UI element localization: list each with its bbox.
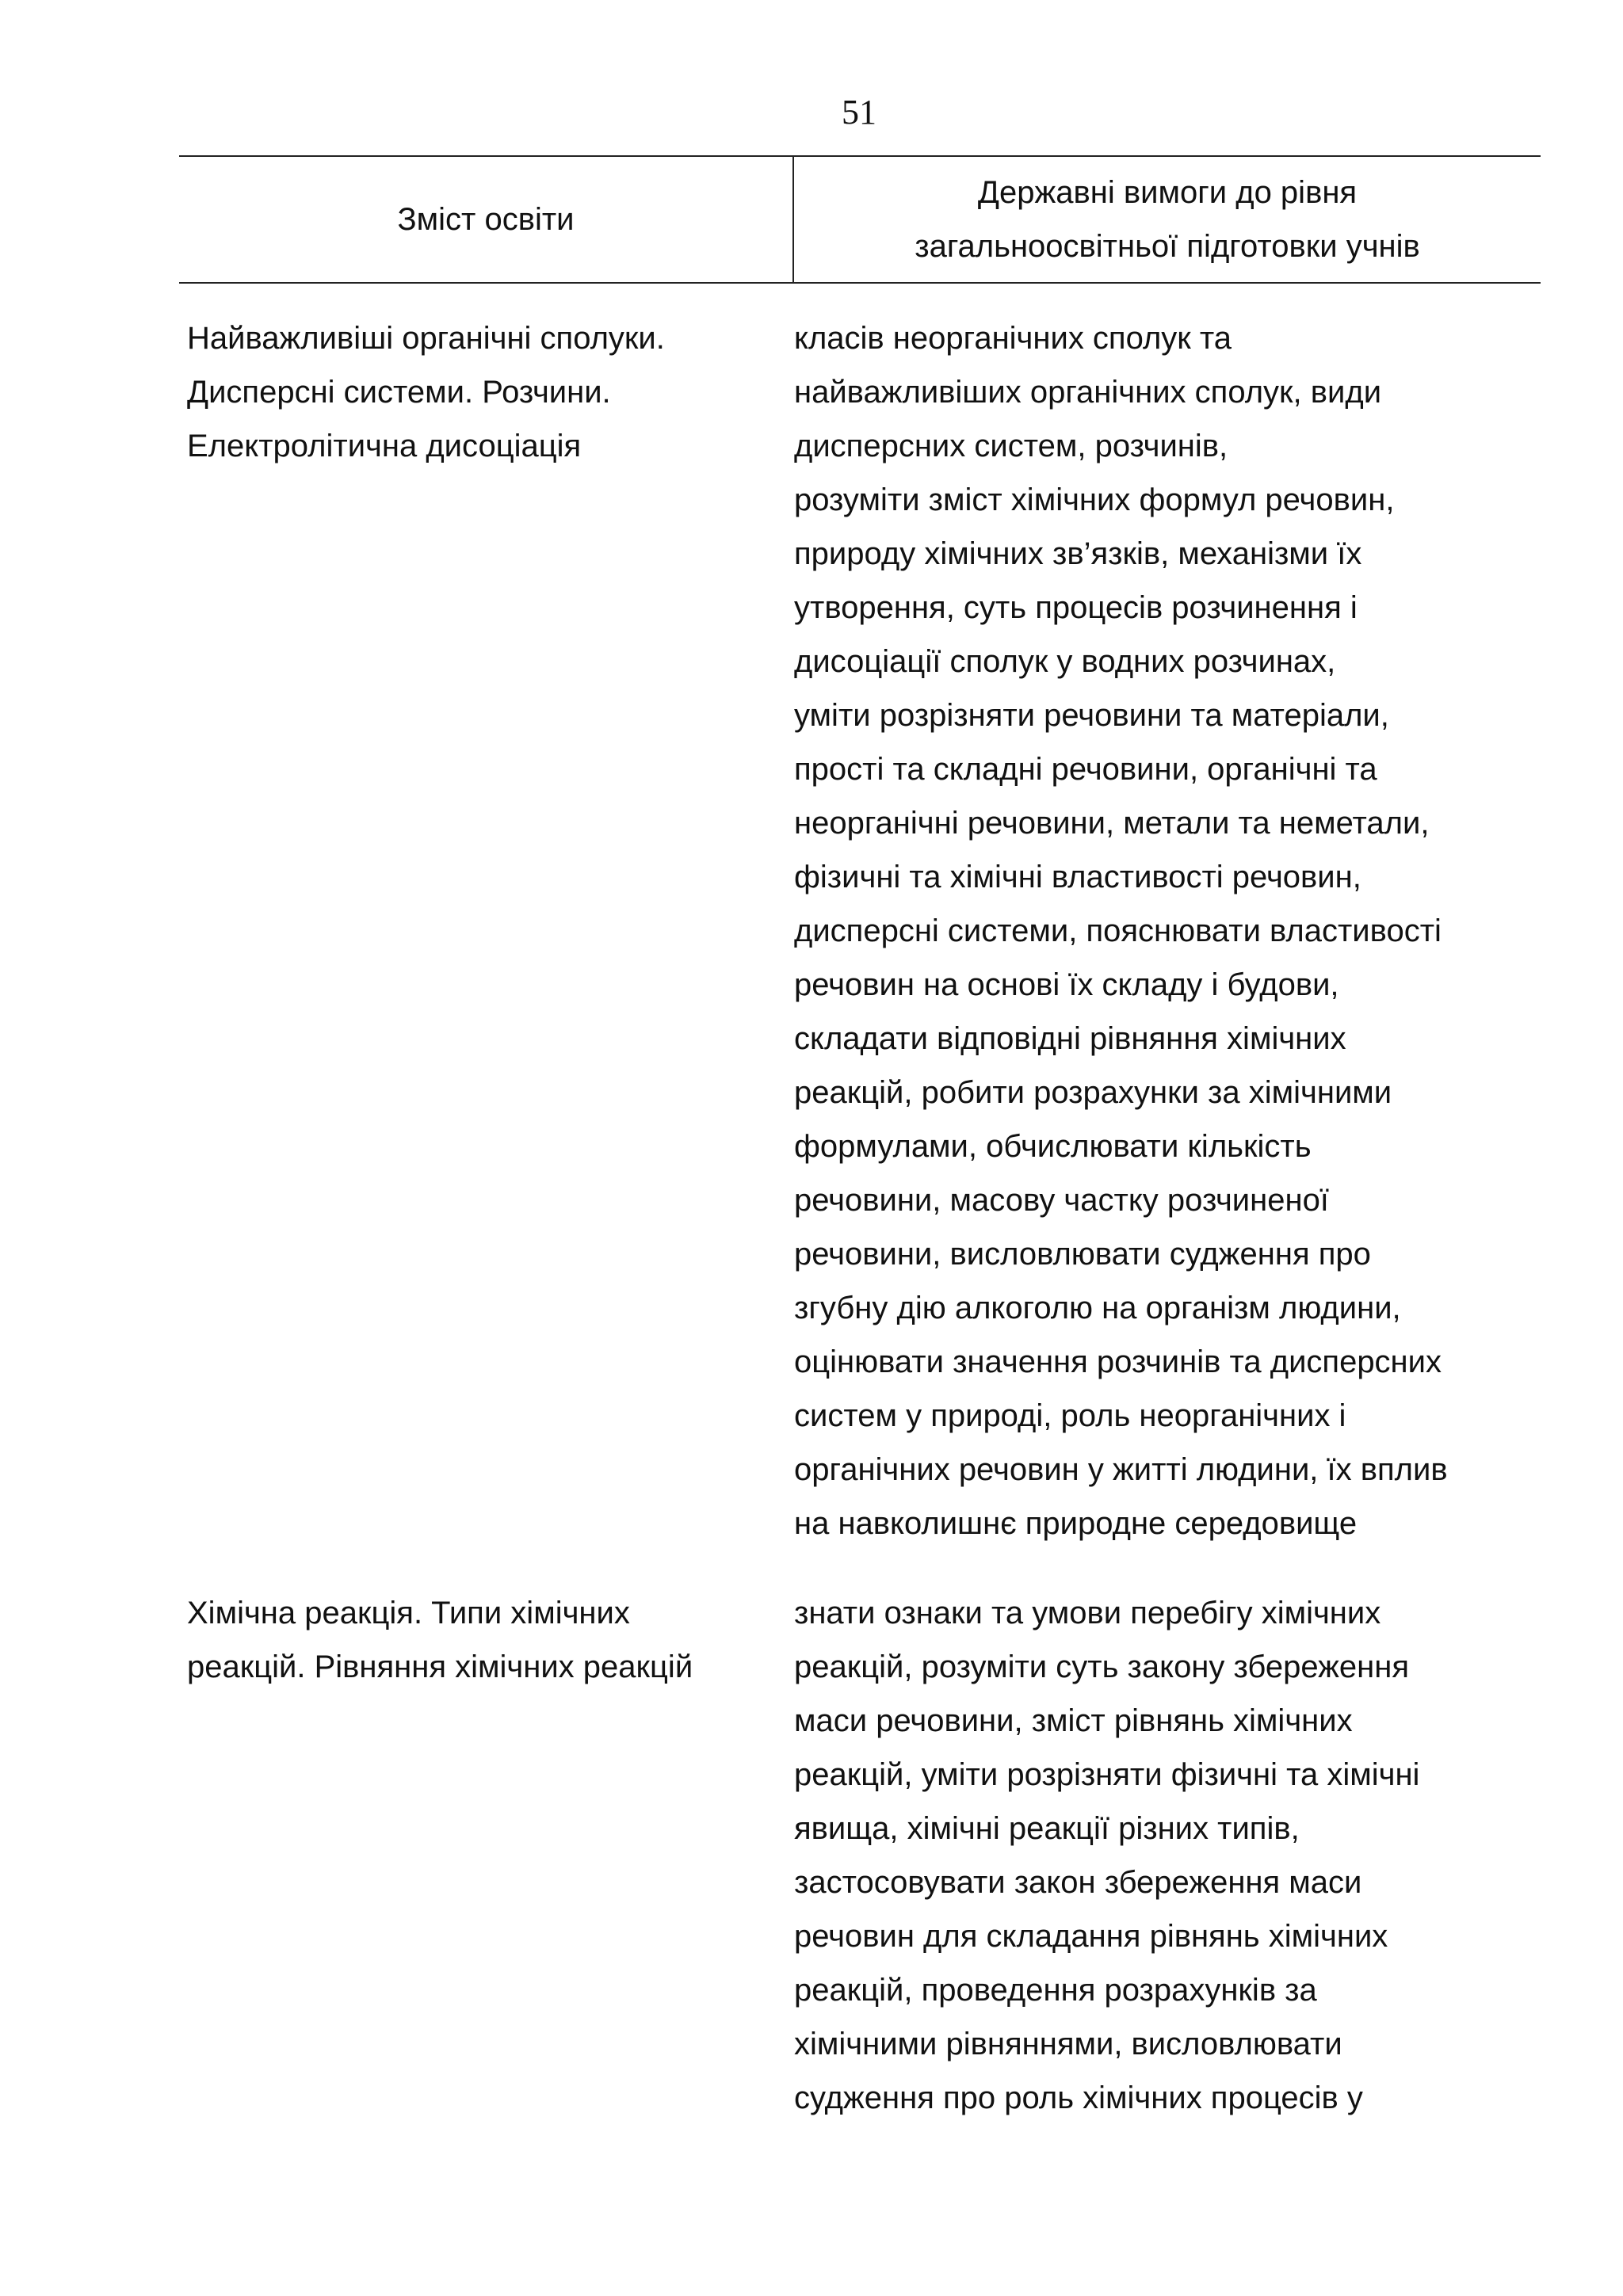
requirement-line: реакцій, розуміти суть закону збереження (794, 1650, 1409, 1684)
header-left-label: Зміст освіти (397, 202, 575, 237)
topic-line: реакцій. Рівняння хімічних реакцій (187, 1650, 693, 1684)
requirement-line: на навколишнє природне середовище (794, 1506, 1358, 1541)
requirement-line: органічних речовин у житті людини, їх вплив (794, 1452, 1448, 1487)
requirement-line: речовин на основі їх складу і будови, (794, 967, 1339, 1002)
requirement-line: фізичні та хімічні властивості речовин, (794, 860, 1361, 894)
requirement-line: згубну дію алкоголю на організм людини, (794, 1291, 1401, 1325)
requirement-line: утворення, суть процесів розчинення і (794, 590, 1358, 625)
requirement-line: систем у природі, роль неорганічних і (794, 1398, 1346, 1433)
requirement-line: формулами, обчислювати кількість (794, 1129, 1312, 1164)
row-requirements-cell (794, 1586, 1541, 2125)
requirement-line: реакцій, уміти розрізняти фізичні та хімічні (794, 1757, 1420, 1792)
requirement-line: класів неорганічних сполук та (794, 321, 1232, 356)
requirement-line: судження про роль хімічних процесів у (794, 2081, 1363, 2115)
requirement-line: знати ознаки та умови перебігу хімічних (794, 1596, 1381, 1630)
topic-line: Електролітична дисоціація (187, 429, 582, 463)
requirement-line: явища, хімічні реакції різних типів, (794, 1811, 1300, 1846)
header-right-text (915, 166, 1420, 273)
header-content-of-education (179, 157, 792, 282)
table-row (179, 311, 1541, 1541)
requirement-line: неорганічні речовини, метали та неметали, (794, 806, 1430, 841)
requirement-line: дисперсні системи, пояснювати властивості (794, 913, 1442, 948)
requirement-line: найважливіших органічних сполук, види (794, 375, 1382, 410)
requirement-line: природу хімічних зв’язків, механізми їх (794, 536, 1362, 571)
requirement-line: уміти розрізняти речовини та матеріали, (794, 698, 1389, 733)
topic-line: Хімічна реакція. Типи хімічних (187, 1596, 630, 1630)
requirement-line: складати відповідні рівняння хімічних (794, 1021, 1346, 1056)
requirement-line: прості та складні речовини, органічні та (794, 752, 1377, 787)
requirement-line: розуміти зміст хімічних формул речовин, (794, 482, 1395, 517)
requirement-line: речовини, висловлювати судження про (794, 1237, 1371, 1272)
requirement-line: оцінювати значення розчинів та дисперсних (794, 1344, 1442, 1379)
curriculum-table (179, 155, 1541, 2115)
topic-line: Дисперсні системи. Розчини. (187, 375, 611, 410)
row-topic-cell (187, 1586, 789, 1694)
requirement-line: реакцій, проведення розрахунків за (794, 1973, 1317, 2008)
requirement-line: маси речовини, зміст рівнянь хімічних (794, 1703, 1353, 1738)
page-number: 51 (842, 93, 876, 132)
header-right-line: Державні вимоги до рівня (977, 175, 1358, 210)
header-right-line: загальноосвітньої підготовки учнів (915, 229, 1420, 264)
row-topic-cell (187, 311, 789, 473)
topic-line: Найважливіші органічні сполуки. (187, 321, 665, 356)
requirement-line: речовин для складання рівнянь хімічних (794, 1919, 1388, 1954)
table-header-row (179, 155, 1541, 284)
requirement-line: реакцій, робити розрахунки за хімічними (794, 1075, 1392, 1110)
table-row (179, 1586, 1541, 2220)
requirement-line: застосовувати закон збереження маси (794, 1865, 1362, 1900)
requirement-line: речовини, масову частку розчиненої (794, 1183, 1329, 1218)
row-requirements-cell (794, 311, 1541, 1550)
header-state-requirements (794, 157, 1541, 282)
requirement-line: хімічними рівняннями, висловлювати (794, 2027, 1342, 2061)
requirement-line: дисоціації сполук у водних розчинах, (794, 644, 1336, 679)
requirement-line: дисперсних систем, розчинів, (794, 429, 1228, 463)
